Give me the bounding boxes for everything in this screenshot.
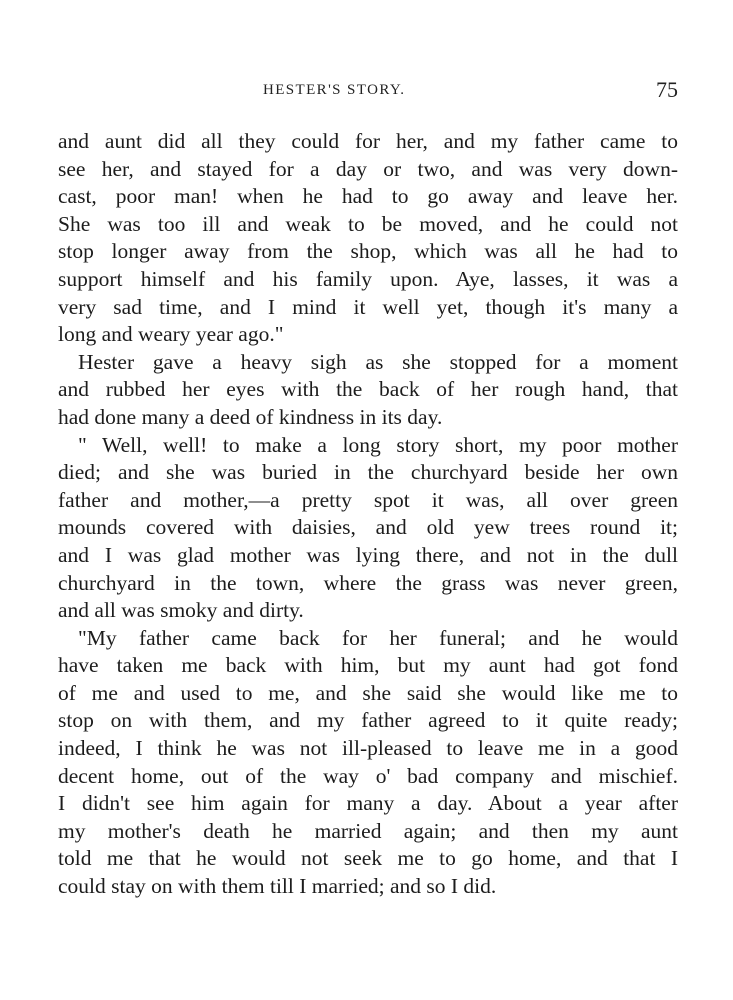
text-line: support himself and his family upon. Aye, lasses, it was a — [58, 266, 678, 291]
text-line: indeed, I think he was not ill-pleased to leave me in a good — [58, 736, 678, 761]
text-line: decent home, out of the way o' bad company and mischief. — [58, 763, 678, 788]
paragraph-start-line: Hester gave a heavy sigh as she stopped for a moment — [78, 349, 678, 374]
text-line: told me that he would not seek me to go home, and that I — [58, 846, 678, 871]
text-line: had done many a deed of kindness in its day. — [58, 404, 443, 429]
text-line: my mother's death he married again; and then my aunt — [58, 818, 678, 843]
page-number: 75 — [656, 77, 678, 102]
text-line: have taken me back with him, but my aunt had got fond — [58, 653, 678, 678]
paragraph-start-line: " Well, well! to make a long story short, my poor mother — [78, 432, 678, 457]
text-line: mounds covered with daisies, and old yew trees round it; — [58, 515, 678, 540]
running-title: HESTER'S STORY. — [263, 82, 406, 98]
text-line: and all was smoky and dirty. — [58, 598, 304, 623]
text-line: and aunt did all they could for her, and my father came to — [58, 129, 678, 153]
text-line: I didn't see him again for many a day. About a year after — [58, 791, 678, 816]
text-line: died; and she was buried in the churchyard beside her own — [58, 460, 678, 485]
text-line: father and mother,—a pretty spot it was, all over green — [58, 487, 678, 512]
text-line: stop on with them, and my father agreed to it quite ready; — [58, 708, 678, 733]
text-line: stop longer away from the shop, which was all he had to — [58, 239, 678, 264]
body-text — [58, 128, 678, 901]
text-line: very sad time, and I mind it well yet, though it's many a — [58, 294, 678, 319]
text-line: of me and used to me, and she said she would like me to — [58, 680, 678, 705]
text-line: churchyard in the town, where the grass was never green, — [58, 570, 678, 595]
text-line: and rubbed her eyes with the back of her rough hand, that — [58, 377, 678, 402]
text-line: could stay on with them till I married; and so I did. — [58, 874, 497, 899]
text-line: long and weary year ago." — [58, 322, 284, 347]
text-line: see her, and stayed for a day or two, and was very down- — [58, 156, 678, 181]
paragraph-start-line: "My father came back for her funeral; and he would — [78, 625, 678, 650]
running-head — [58, 77, 678, 104]
text-line: She was too ill and weak to be moved, and he could not — [58, 211, 678, 236]
text-line: cast, poor man! when he had to go away and leave her. — [58, 184, 678, 209]
text-line: and I was glad mother was lying there, and not in the dull — [58, 542, 678, 567]
